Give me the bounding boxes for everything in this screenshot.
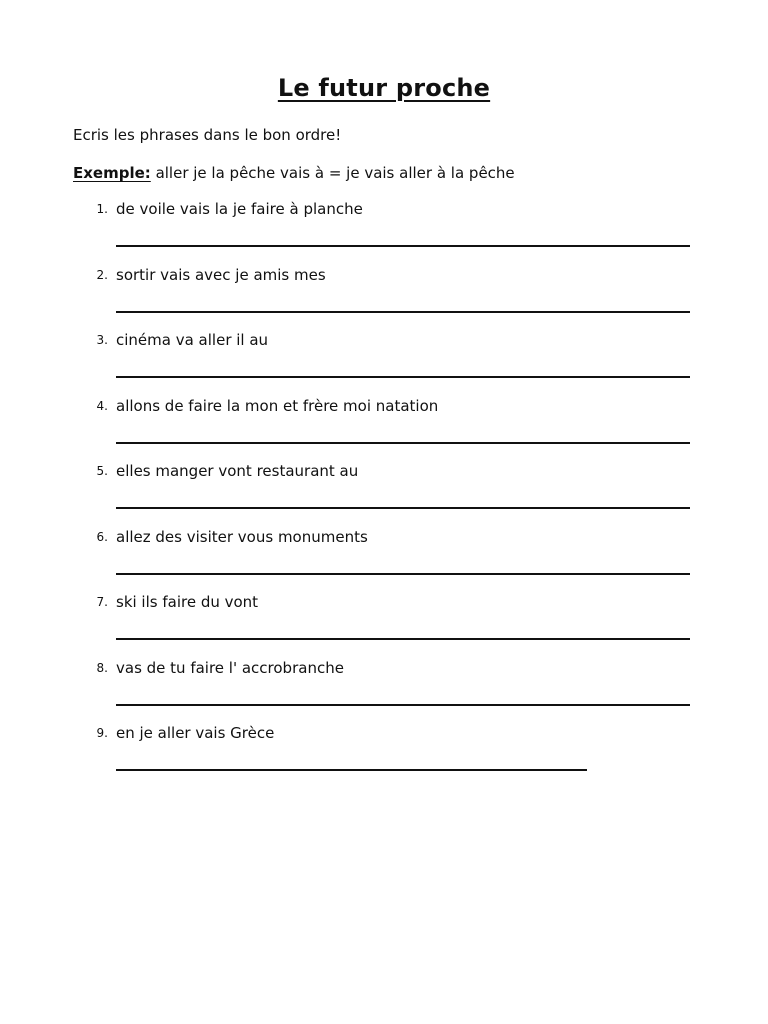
item-scrambled-sentence: elles manger vont restaurant au [116, 462, 359, 480]
instruction-text: Ecris les phrases dans le bon ordre! [73, 126, 342, 144]
item-scrambled-sentence: allez des visiter vous monuments [116, 527, 368, 546]
item-scrambled-sentence: allons de faire la mon et frère moi natation [116, 396, 439, 415]
exercise-item-7 [0, 591, 768, 657]
item-number: 4. [96, 398, 108, 413]
exercise-item-8 [0, 657, 768, 723]
exercise-item-4 [0, 395, 768, 461]
item-number: 7. [96, 595, 108, 609]
exercise-item-6 [0, 526, 768, 592]
item-scrambled-sentence: sortir vais avec je amis mes [116, 265, 326, 284]
answer-line[interactable] [116, 507, 690, 509]
item-number: 8. [96, 660, 108, 675]
item-number: 9. [96, 726, 108, 740]
answer-line[interactable] [116, 573, 690, 575]
example-text: aller je la pêche vais à = je vais aller à la pêche [155, 164, 515, 182]
answer-line[interactable] [116, 245, 690, 247]
item-scrambled-sentence: ski ils faire du vont [116, 593, 259, 611]
answer-line[interactable] [116, 638, 690, 640]
answer-line[interactable] [116, 376, 690, 378]
item-scrambled-sentence: en je aller vais Grèce [116, 724, 275, 742]
item-scrambled-sentence: cinéma va aller il au [116, 331, 269, 349]
exercise-item-2 [0, 264, 768, 330]
exercise-item-1 [0, 198, 768, 264]
item-number: 2. [96, 267, 108, 282]
exercise-item-3 [0, 329, 768, 395]
item-number: 1. [96, 202, 108, 216]
example-line [73, 164, 515, 182]
item-number: 5. [96, 464, 108, 478]
answer-line[interactable] [116, 442, 690, 444]
example-label: Exemple: [73, 164, 151, 182]
exercise-item-9 [0, 722, 768, 788]
item-scrambled-sentence: de voile vais la je faire à planche [116, 200, 363, 218]
exercise-item-5 [0, 460, 768, 526]
answer-line[interactable] [116, 769, 587, 771]
item-number: 3. [96, 333, 108, 347]
item-number: 6. [96, 529, 108, 544]
worksheet-title: Le futur proche [277, 74, 491, 102]
item-scrambled-sentence: vas de tu faire l' accrobranche [116, 658, 344, 677]
answer-line[interactable] [116, 311, 690, 313]
exercise-list [0, 198, 768, 788]
answer-line[interactable] [116, 704, 690, 706]
